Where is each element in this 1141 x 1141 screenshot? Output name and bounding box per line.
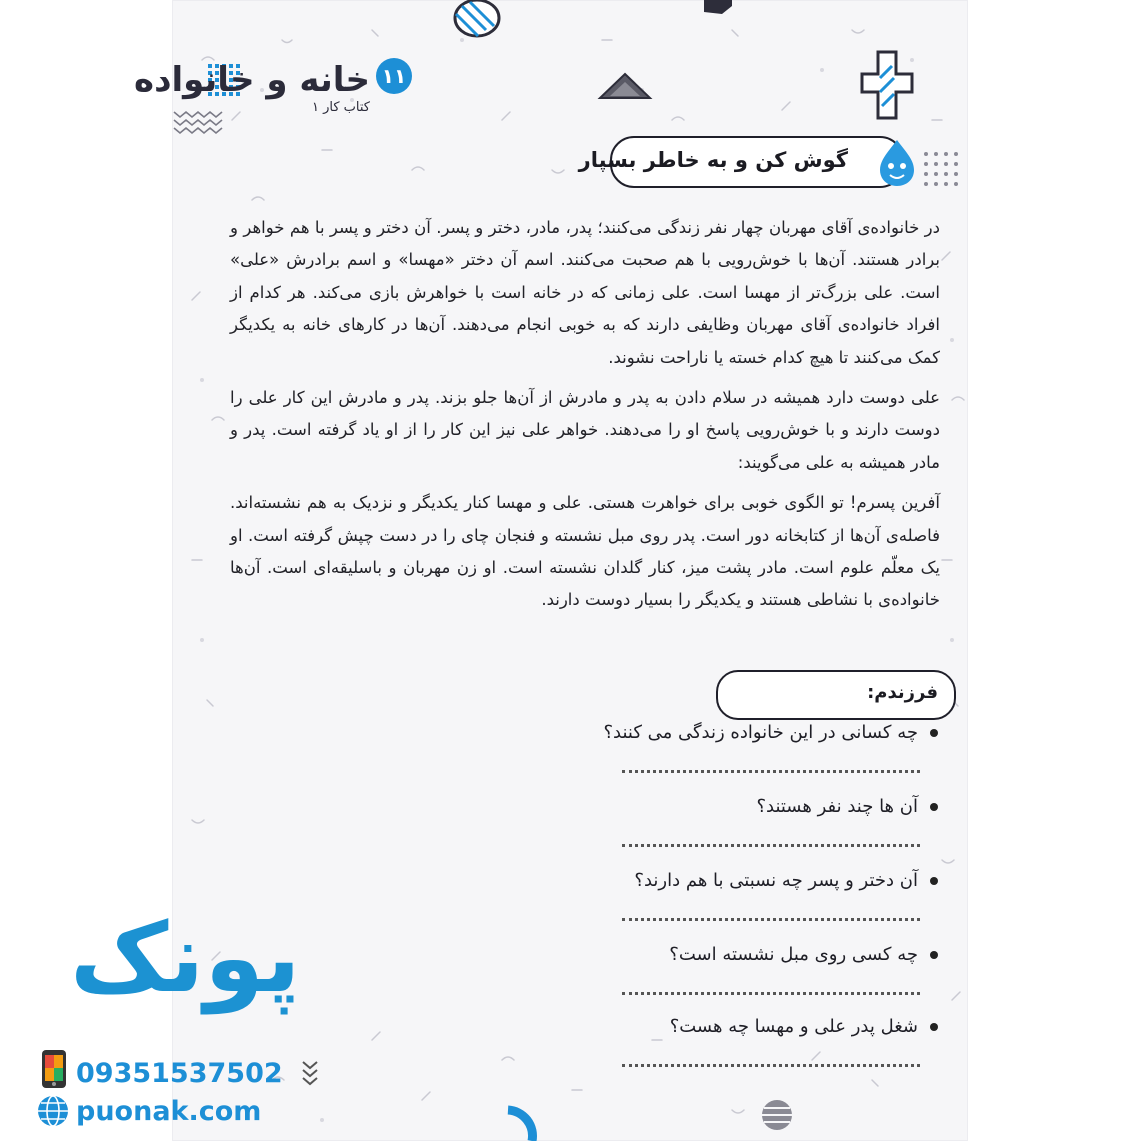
answer-line-5[interactable] bbox=[622, 1064, 920, 1067]
question-3: آن دختر و پسر چه نسبتی با هم دارند؟ bbox=[518, 870, 938, 891]
arc-decoration bbox=[502, 1106, 542, 1141]
website-url: puonak.com bbox=[76, 1096, 262, 1127]
book-logo bbox=[134, 58, 412, 128]
book-title: خانه و خانواده bbox=[134, 60, 370, 100]
answer-line-4[interactable] bbox=[622, 992, 920, 995]
answer-line-3[interactable] bbox=[622, 918, 920, 921]
story-paragraph-2: علی دوست دارد همیشه در سلام دادن به پدر و مادرش از آن‌ها جلو بزند. پدر و مادرش این کار علی را دوست دارند و با خوش‌رویی پاسخ او را می‌دهند. خواهر علی نیز این کار را از او یاد گرفته است. پدر و مادر همیشه به علی می‌گویند: bbox=[230, 388, 940, 472]
question-1: چه کسانی در این خانواده زندگی می کنند؟ bbox=[518, 722, 938, 743]
questions-heading-box bbox=[716, 670, 956, 720]
bullet-icon bbox=[930, 951, 938, 959]
plus-decoration bbox=[858, 48, 916, 122]
grey-dot-grid-decoration bbox=[922, 150, 968, 196]
cube-decoration bbox=[700, 0, 736, 20]
bullet-icon bbox=[930, 729, 938, 737]
brand-logo-text: پونک bbox=[70, 902, 301, 1014]
cylinder-decoration bbox=[442, 0, 512, 42]
bullet-icon bbox=[930, 803, 938, 811]
story-paragraph-1: در خانواده‌ی آقای مهربان چهار نفر زندگی می‌کنند؛ پدر، مادر، دختر و پسر. آن دختر و پسر با هم خواهر و برادر هستند. آن‌ها با خوش‌رویی با هم صحبت می‌کنند. اسم آن دختر «مهسا» و اسم برادرش «علی» است. علی بزرگ‌تر از مهسا است. علی زمانی که در خانه است با خواهرش بازی می‌کند. هر کدام از افراد خانواده‌ی آقای مهربان وظایفی دارند که به خوبی انجام می‌دهند. آن‌ها در کارهای خانه به یکدیگر کمک می‌کنند تا هیچ کدام خسته یا ناراحت نشوند. bbox=[230, 218, 940, 367]
bullet-icon bbox=[930, 877, 938, 885]
striped-circle-decoration bbox=[760, 1098, 794, 1132]
question-2: آن ها چند نفر هستند؟ bbox=[518, 796, 938, 817]
section-title: گوش کن و به خاطر بسپار bbox=[578, 148, 848, 172]
story-text bbox=[230, 212, 940, 625]
answer-line-1[interactable] bbox=[622, 770, 920, 773]
question-4: چه کسی روی مبل نشسته است؟ bbox=[518, 944, 938, 965]
chevrons-decoration bbox=[300, 1058, 320, 1088]
triangle-decoration bbox=[596, 72, 654, 102]
page-number-badge: ۱۱ bbox=[376, 58, 412, 94]
phone-icon bbox=[38, 1048, 70, 1090]
globe-icon bbox=[36, 1094, 70, 1128]
book-subtitle: کتاب کار ۱ bbox=[312, 100, 370, 115]
question-5: شغل پدر علی و مهسا چه هست؟ bbox=[518, 1016, 938, 1037]
zigzag-decoration bbox=[174, 108, 230, 134]
bullet-icon bbox=[930, 1023, 938, 1031]
water-drop-character-icon bbox=[878, 138, 916, 188]
questions-heading: فرزندم: bbox=[867, 682, 938, 703]
phone-number: 09351537502 bbox=[76, 1058, 283, 1089]
answer-line-2[interactable] bbox=[622, 844, 920, 847]
section-title-box bbox=[578, 136, 904, 188]
story-paragraph-3: آفرین پسرم! تو الگوی خوبی برای خواهرت هستی. علی و مهسا کنار یکدیگر و نزدیک به هم نشسته‌اند. فاصله‌ی آن‌ها از کتابخانه دور است. پدر روی مبل نشسته و فنجان چای را در دست چپش گرفته است. او یک معلّم علوم است. مادر پشت میز، کنار گلدان نشسته است. او زن مهربان و باسلیقه‌ای است. آن‌ها خانواده‌ی با نشاطی هستند و یکدیگر را بسیار دوست دارند. bbox=[230, 493, 940, 610]
brand-watermark bbox=[30, 898, 301, 1038]
